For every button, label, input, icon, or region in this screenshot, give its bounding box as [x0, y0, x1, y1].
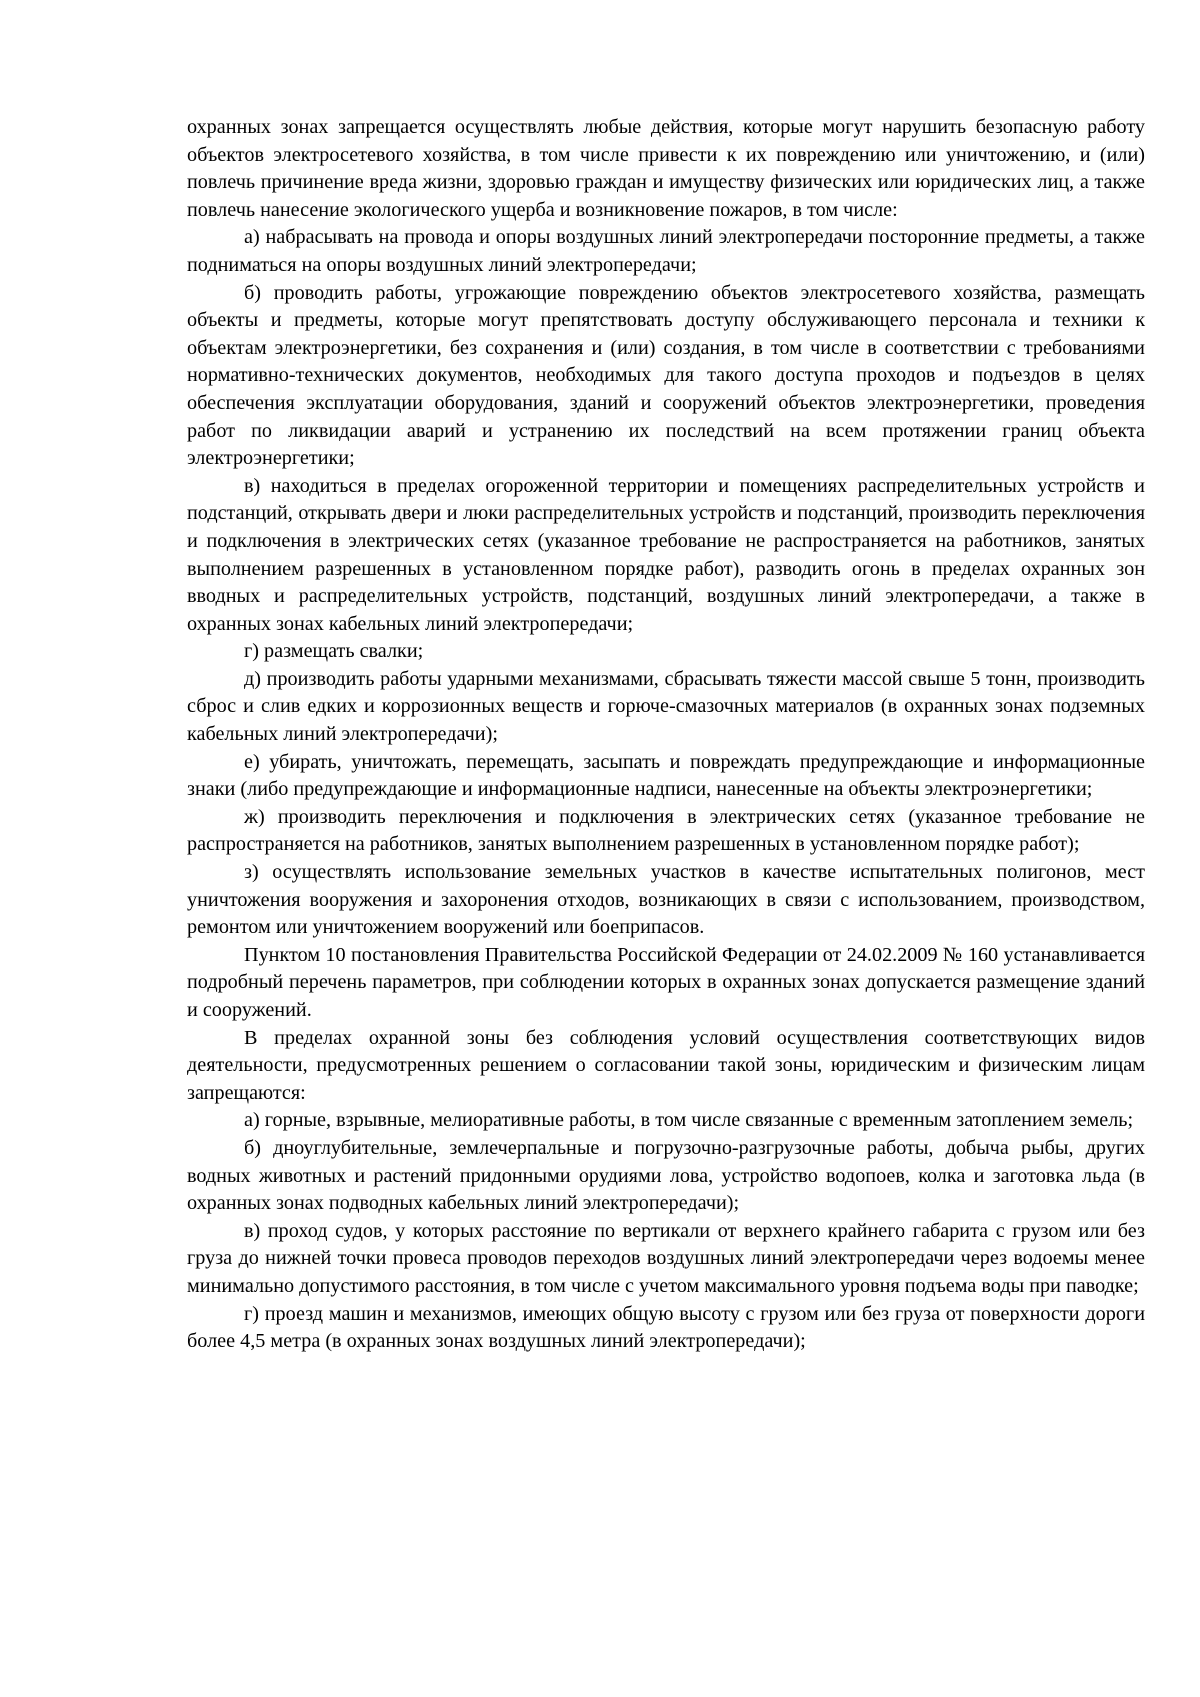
list-item-g: г) размещать свалки; — [244, 640, 424, 663]
list-item-a: а) набрасывать на провода и опоры воздушных линий электропередачи посторонние предметы, а также подниматься на опоры воздушных линий электропередачи; — [187, 226, 1145, 276]
list-item-b: б) проводить работы, угрожающие повреждению объектов электросетевого хозяйства, размещать объекты и предметы, которые могут препятствовать доступу обслуживающего персонала и техники к объектам электроэнергетики, без сохранения и (или) создания, в том числе в соответствии с требованиями нормативно-технических документов, необходимых для такого доступа проходов и подъездов в целях обеспечения эксплуатации оборудования, зданий и сооружений объектов электроэнергетики, проведения работ по ликвидации аварий и устранению их последствий на всем протяжении границ объекта электроэнергетики; — [187, 281, 1145, 470]
list-item-d: д) производить работы ударными механизмами, сбрасывать тяжести массой свыше 5 тонн, производить сброс и слив едких и коррозионных веществ и горюче-смазочных материалов (в охранных зонах подземных кабельных линий электропередачи); — [187, 667, 1145, 746]
list-item-v: в) находиться в пределах огороженной территории и помещениях распределительных устройств и подстанций, открывать двери и люки распределительных устройств и подстанций, производить переключения и подключения в электрических сетях (указанное требование не распространяется на работников, занятых выполнением разрешенных в установленном порядке работ), разводить огонь в пределах охранных зон вводных и распределительных устройств, подстанций, воздушных линий электропередачи, а также в охранных зонах кабельных линий электропередачи; — [187, 474, 1145, 635]
paragraph-prohibitions-intro: В пределах охранной зоны без соблюдения условий осуществления соответствующих видов деятельности, предусмотренных решением о согласовании такой зоны, юридическим и физическим лицам запрещаются: — [187, 1026, 1145, 1104]
list-item-a-2: а) горные, взрывные, мелиоративные работы, в том числе связанные с временным затоплением земель; — [244, 1109, 1134, 1132]
paragraph-continuation: охранных зонах запрещается осуществлять любые действия, которые могут нарушить безопасную работу объектов электросетевого хозяйства, в том числе привести к их повреждению или уничтожению, и (или) повлечь причинение вреда жизни, здоровью граждан и имуществу физических или юридических лиц, а также повлечь нанесение экологического ущерба и возникновение пожаров, в том числе: — [187, 116, 1145, 221]
list-item-zh: ж) производить переключения и подключения в электрических сетях (указанное требование не распространяется на работников, занятых выполнением разрешенных в установленном порядке работ); — [187, 805, 1145, 856]
document-body — [187, 114, 1145, 1356]
list-item-b-2: б) дноуглубительные, землечерпальные и погрузочно-разгрузочные работы, добыча рыбы, других водных животных и растений придонными орудиями лова, устройство водопоев, колка и заготовка льда (в охранных зонах подводных кабельных линий электропередачи); — [187, 1136, 1145, 1215]
list-item-g-2: г) проезд машин и механизмов, имеющих общую высоту с грузом или без груза от поверхности дороги более 4,5 метра (в охранных зонах воздушных линий электропередачи); — [187, 1302, 1145, 1353]
list-item-v-2: в) проход судов, у которых расстояние по вертикали от верхнего крайнего габарита с грузом или без груза до нижней точки провеса проводов переходов воздушных линий электропередачи через водоемы менее минимально допустимого расстояния, в том числе с учетом максимального уровня подъема воды при паводке; — [187, 1219, 1145, 1297]
paragraph-resolution-reference: Пунктом 10 постановления Правительства Российской Федерации от 24.02.2009 № 160 устанавливается подробный перечень параметров, при соблюдении которых в охранных зонах допускается размещение зданий и сооружений. — [187, 943, 1145, 1021]
list-item-e: е) убирать, уничтожать, перемещать, засыпать и повреждать предупреждающие и информационные знаки (либо предупреждающие и информационные надписи, нанесенные на объекты электроэнергетики; — [187, 750, 1145, 801]
list-item-z: з) осуществлять использование земельных участков в качестве испытательных полигонов, мест уничтожения вооружения и захоронения отходов, возникающих в связи с использованием, производством, ремонтом или уничтожением вооружений или боеприпасов. — [187, 861, 1145, 939]
